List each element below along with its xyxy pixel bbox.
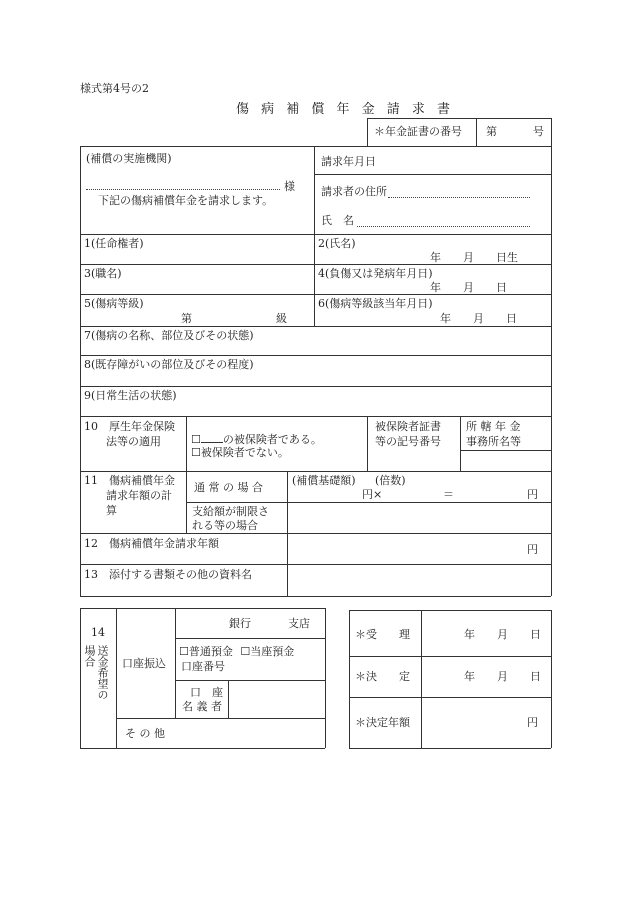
- form-number: 様式第4号の2: [80, 82, 149, 95]
- field-13-attachments: 13 添付する書類その他の資料名: [84, 568, 252, 581]
- formula-equals: ＝: [443, 488, 454, 501]
- field-11-label-2: 請求年額の計: [106, 489, 172, 502]
- field-10-label-2: 法等の適用: [106, 435, 161, 448]
- branch-name-label: 支店: [288, 617, 310, 630]
- claimant-name-input[interactable]: [357, 226, 530, 227]
- checkbox-icon[interactable]: ☐: [179, 645, 189, 658]
- grade-date-ymd: 年 月 日: [440, 312, 517, 325]
- multiplier-label: (倍数): [375, 474, 406, 487]
- cert-number-go: 号: [533, 125, 544, 138]
- field-6-grade-date: 6(傷病等級該当年月日): [318, 297, 433, 310]
- checkbox-icon[interactable]: ☐: [191, 446, 201, 459]
- claimant-address-label: 請求者の住所: [321, 185, 387, 198]
- remittance-vertical-2: 場合: [83, 645, 96, 667]
- field-9-daily-life: 9(日常生活の状態): [84, 389, 177, 402]
- formula-result-yen: 円: [527, 488, 538, 501]
- received-date-ymd: 年 月 日: [464, 628, 541, 641]
- field-4-injury-date: 4(負傷又は発病年月日): [318, 267, 433, 280]
- request-sentence: 下記の傷病補償年金を請求します。: [98, 194, 274, 207]
- pension-office-label-1: 所 轄 年 金: [466, 420, 521, 433]
- option-insured[interactable]: ☐ の被保険者である。: [191, 433, 322, 446]
- field-11-label-3: 算: [106, 504, 117, 517]
- cert-number-dai: 第: [486, 125, 497, 138]
- cert-number-label: ＊年金証書の番号: [374, 125, 462, 138]
- agency-label: (補償の実施機関): [86, 152, 172, 165]
- agency-sama: 様: [284, 180, 295, 193]
- checkbox-icon[interactable]: ☐: [240, 645, 251, 658]
- account-holder-label-1: 口 座: [190, 686, 223, 699]
- bank-name-label: 銀行: [229, 617, 251, 630]
- limited-case-label-2: れる等の場合: [192, 519, 258, 532]
- remittance-number: 14: [91, 626, 105, 639]
- bank-transfer-label: 口座振込: [122, 657, 166, 670]
- normal-case-label: 通 常 の 場 合: [194, 481, 263, 494]
- claim-date-label: 請求年月日: [321, 155, 376, 168]
- field-5-grade: 5(傷病等級): [84, 297, 144, 310]
- insured-cert-label-1: 被保険者証書: [375, 420, 441, 433]
- field-10-label-1: 10 厚生年金保険: [84, 420, 175, 433]
- field-3-position: 3(職名): [84, 267, 122, 280]
- base-amount-label: (補償基礎額): [292, 474, 356, 487]
- field-1-appointer: 1(任命権者): [84, 237, 144, 250]
- decision-amount-yen: 円: [527, 716, 538, 729]
- received-label: ＊受 理: [355, 628, 410, 641]
- field-8-existing-disability: 8(既存障がいの部位及びその程度): [84, 358, 254, 371]
- injury-date-ymd: 年 月 日: [430, 281, 507, 294]
- other-method-label: そ の 他: [125, 727, 165, 740]
- account-holder-label-2: 名 義 者: [182, 700, 222, 713]
- field-12-annual-amount: 12 傷病補償年金請求年額: [84, 537, 219, 550]
- decision-amount-label: ＊決定年額: [355, 716, 410, 729]
- remittance-vertical-1: 送金希望の: [96, 645, 109, 700]
- limited-case-label-1: 支給額が制限さ: [192, 505, 269, 518]
- field-2-name: 2(氏名): [318, 237, 356, 250]
- birth-date-suffix: 年 月 日生: [430, 251, 518, 264]
- account-number-label: 口座番号: [181, 660, 225, 673]
- cert-number-input[interactable]: [492, 120, 530, 144]
- formula-yen-times: 円×: [362, 488, 383, 501]
- field-7-injury-state: 7(傷病の名称、部位及びその状態): [84, 329, 254, 342]
- deposit-type-options[interactable]: ☐普通預金 ☐当座預金: [179, 645, 295, 658]
- claimant-address-input[interactable]: [388, 197, 530, 198]
- field-11-label-1: 11 傷病補償年金: [84, 474, 175, 487]
- decision-date-ymd: 年 月 日: [464, 670, 541, 683]
- agency-input-line[interactable]: [86, 189, 280, 190]
- grade-kyu: 級: [276, 312, 287, 325]
- page-title: 傷 病 補 償 年 金 請 求 書: [236, 102, 455, 117]
- checkbox-icon[interactable]: ☐: [191, 433, 201, 446]
- claimant-name-label: 氏 名: [321, 214, 354, 227]
- grade-dai: 第: [181, 312, 192, 325]
- pension-office-label-2: 事務所名等: [466, 435, 521, 448]
- decision-label: ＊決 定: [355, 670, 410, 683]
- option-not-insured[interactable]: ☐被保険者でない。: [191, 446, 289, 459]
- annual-amount-yen: 円: [527, 543, 538, 556]
- insured-cert-label-2: 等の記号番号: [375, 435, 441, 448]
